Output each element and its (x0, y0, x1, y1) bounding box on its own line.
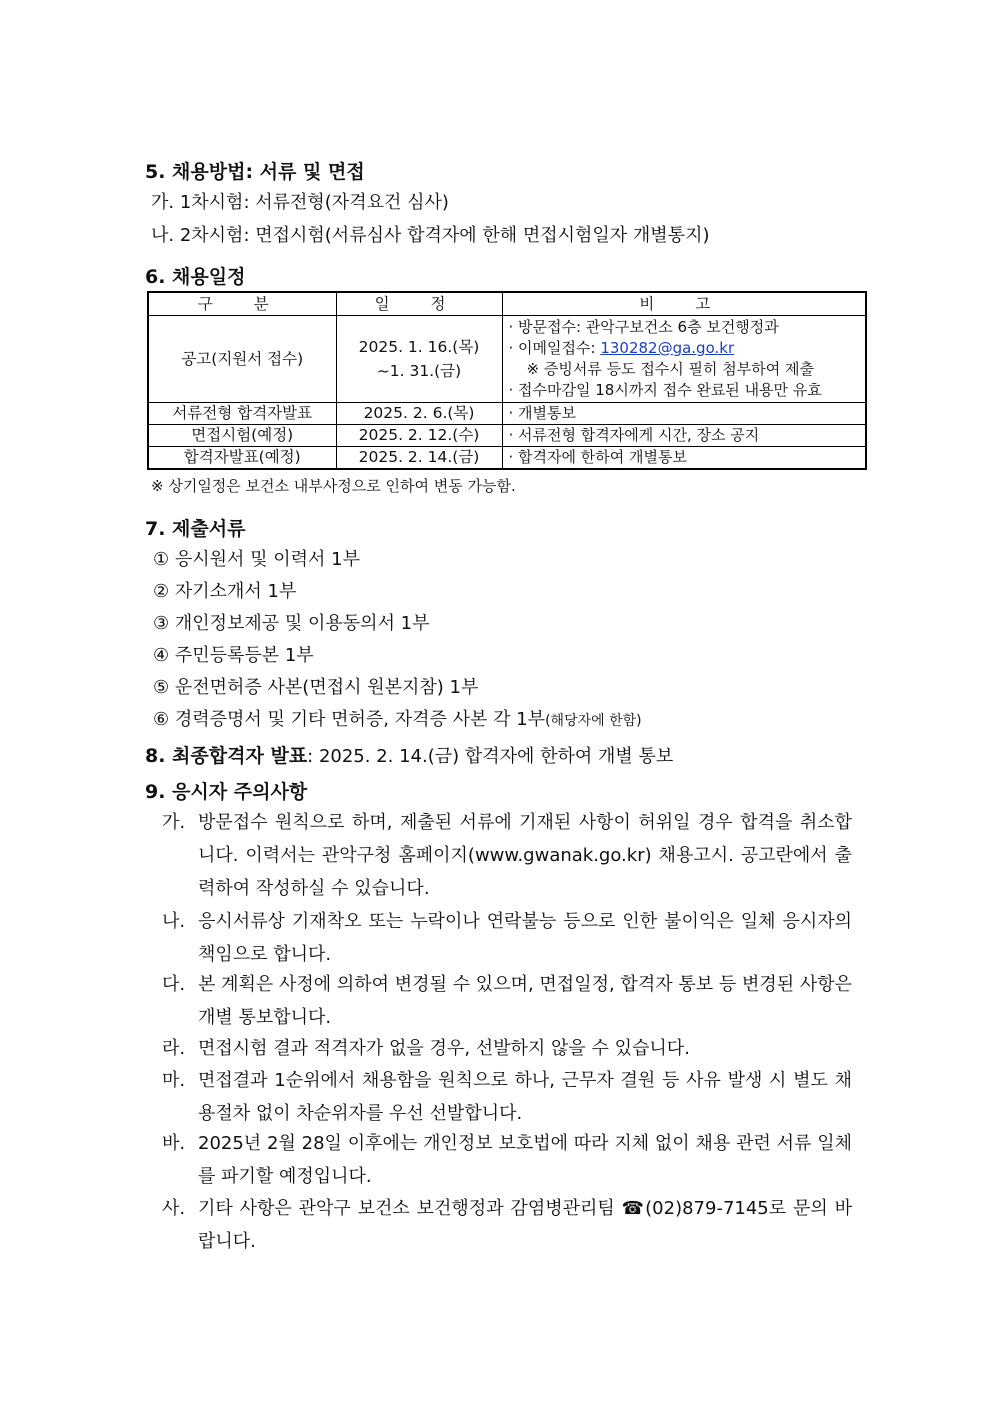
table-row (148, 425, 866, 447)
notice-item (162, 1032, 852, 1065)
row-note: · 서류전형 합격자에게 시간, 장소 공지 (502, 425, 866, 447)
notice-item (162, 905, 852, 971)
row-date: 2025. 2. 6.(목) (336, 403, 502, 425)
row-category: 서류전형 합격자발표 (148, 403, 336, 425)
document-item: ③ 개인정보제공 및 이용동의서 1부 (153, 613, 430, 634)
schedule-header-row (148, 292, 866, 316)
document-item-suffix: (해당자에 한함) (545, 713, 642, 729)
row-date: 2025. 2. 14.(금) (336, 447, 502, 470)
row-category: 공고(지원서 접수) (148, 316, 336, 403)
row-date: 2025. 2. 12.(수) (336, 425, 502, 447)
email-link[interactable]: 130282@ga.go.kr (600, 339, 735, 357)
row-category: 합격자발표(예정) (148, 447, 336, 470)
section-8-text: : 2025. 2. 14.(금) 합격자에 한하여 개별 통보 (307, 746, 674, 767)
notice-label: 나. (162, 911, 186, 932)
notice-label: 라. (162, 1038, 186, 1059)
schedule-table (147, 291, 867, 470)
section-9-title: 9. 응시자 주의사항 (145, 781, 308, 803)
notice-item (162, 1127, 852, 1193)
section-8-title: 8. 최종합격자 발표 (145, 745, 308, 767)
notice-text: 응시서류상 기재착오 또는 누락이나 연락불능 등으로 인한 불이익은 일체 응시자의 책임으로 합니다. (198, 911, 852, 965)
row-note: · 개별통보 (502, 403, 866, 425)
document-item (153, 705, 642, 731)
row-note (502, 316, 866, 403)
notice-label: 다. (162, 974, 186, 995)
notice-label: 바. (162, 1133, 186, 1154)
table-row (148, 316, 866, 403)
note-email (509, 338, 860, 359)
document-item: ② 자기소개서 1부 (153, 581, 297, 602)
row-date-start: 2025. 1. 16.(목) (358, 338, 480, 356)
header-note: 비 고 (502, 292, 866, 316)
notice-label: 마. (162, 1070, 186, 1091)
notice-text: 본 계획은 사정에 의하여 변경될 수 있으며, 면접일정, 합격자 통보 등 변경된 사항은 개별 통보합니다. (198, 974, 852, 1028)
row-date-end: ~1. 31.(금) (376, 362, 462, 380)
row-note: · 합격자에 한하여 개별통보 (502, 447, 866, 470)
header-category: 구 분 (148, 292, 336, 316)
section-6-title: 6. 채용일정 (145, 266, 246, 288)
section-5-item-a: 가. 1차시험: 서류전형(자격요건 심사) (151, 192, 449, 213)
table-row (148, 403, 866, 425)
notice-text: 2025년 2월 28일 이후에는 개인정보 보호법에 따라 지체 없이 채용 관련 서류 일체를 파기할 예정입니다. (198, 1133, 852, 1187)
notice-item (162, 806, 852, 905)
note-visit: · 방문접수: 관악구보건소 6층 보건행정과 (508, 318, 779, 336)
notice-text: 기타 사항은 관악구 보건소 보건행정과 감염병관리팀 ☎(02)879-7145로 문의 바랍니다. (198, 1198, 852, 1252)
document-item: ④ 주민등록등본 1부 (153, 645, 314, 666)
schedule-footnote: ※ 상기일정은 보건소 내부사정으로 인하여 변동 가능함. (151, 477, 516, 495)
row-date (336, 316, 502, 403)
notice-label: 사. (162, 1198, 186, 1219)
table-row (148, 447, 866, 470)
notice-item (162, 968, 852, 1034)
notice-text: 면접결과 1순위에서 채용함을 원칙으로 하나, 근무자 결원 등 사유 발생 시 별도 채용절차 없이 차순위자를 우선 선발합니다. (198, 1070, 852, 1124)
notice-text: 면접시험 결과 적격자가 없을 경우, 선발하지 않을 수 있습니다. (198, 1038, 690, 1059)
notice-item (162, 1064, 852, 1130)
document-item: ⑤ 운전면허증 사본(면접시 원본지참) 1부 (153, 677, 479, 698)
note-documents: ※ 증빙서류 등도 접수시 필히 첨부하여 제출 (526, 360, 815, 378)
notice-item (162, 1192, 852, 1258)
section-5-title: 5. 채용방법: 서류 및 면접 (145, 161, 365, 183)
notice-label: 가. (162, 812, 186, 833)
note-email-label: · 이메일접수: (508, 339, 601, 357)
document-item-text: ⑥ 경력증명서 및 기타 면허증, 자격증 사본 각 1부 (153, 709, 546, 730)
header-date: 일 정 (336, 292, 502, 316)
note-deadline: · 접수마감일 18시까지 접수 완료된 내용만 유효 (508, 381, 822, 399)
notice-text: 방문접수 원칙으로 하며, 제출된 서류에 기재된 사항이 허위일 경우 합격을 취소합니다. 이력서는 관악구청 홈페이지(www.gwanak.go.kr) 채용고시. 공고란에서 출력하여 작성하실 수 있습니다. (198, 812, 852, 899)
section-7-title: 7. 제출서류 (145, 518, 246, 540)
section-8 (145, 741, 673, 768)
document-item: ① 응시원서 및 이력서 1부 (153, 549, 360, 570)
row-category: 면접시험(예정) (148, 425, 336, 447)
section-5-item-b: 나. 2차시험: 면접시험(서류심사 합격자에 한해 면접시험일자 개별통지) (151, 225, 710, 246)
